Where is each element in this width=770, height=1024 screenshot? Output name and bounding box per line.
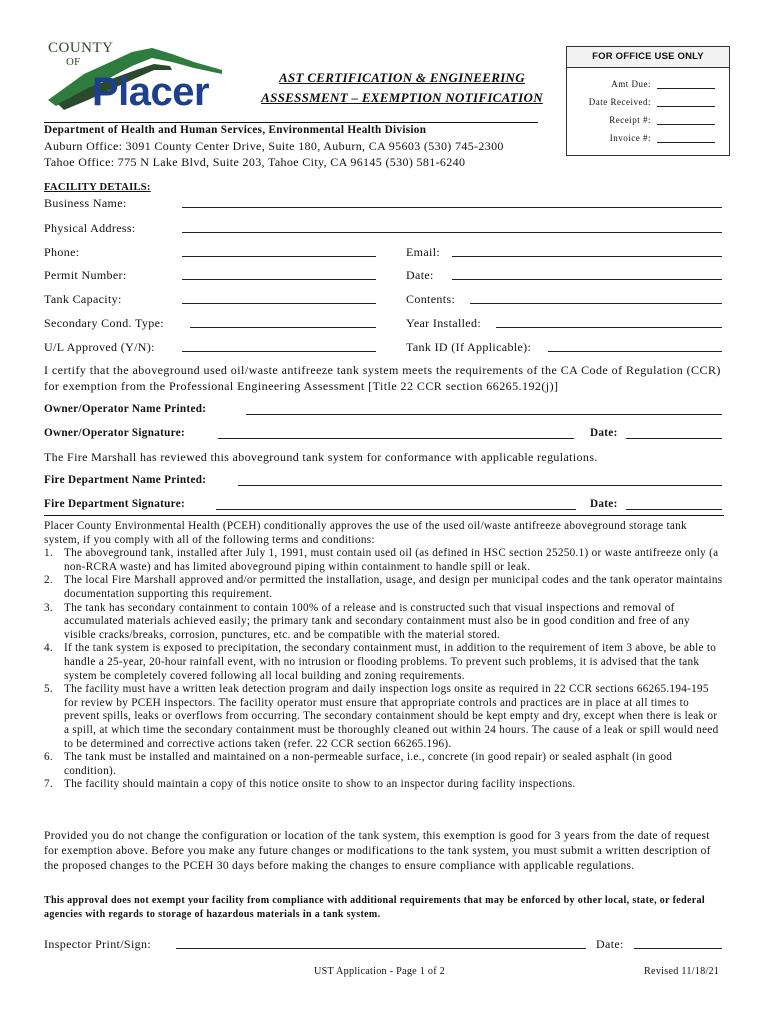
ul-approved-label: U/L Approved (Y/N):	[44, 340, 155, 354]
conditions-block	[44, 520, 724, 792]
fire-signature-field[interactable]	[216, 509, 576, 510]
phone-field[interactable]	[182, 256, 376, 257]
condition-item: 3. The tank has secondary containment to contain 100% of a release and is constructed such that visual inspections and removal of accumulated materials achieved easily; the primary tank and secondary containment must also be in good condition and free of any visible cracks/breaks, corrosion, punctures, etc. and be compatible with the material stored.	[44, 601, 690, 641]
tahoe-office: Tahoe Office: 775 N Lake Blvd, Suite 203, Tahoe City, CA 96145 (530) 581-6240	[44, 155, 466, 169]
inspector-date-label: Date:	[596, 937, 624, 951]
county-logo	[44, 40, 228, 115]
email-field[interactable]	[452, 256, 722, 257]
office-field-date-received[interactable]: Date Received:	[589, 97, 715, 107]
department-name: Department of Health and Human Services, Environmental Health Division	[44, 124, 427, 136]
tank-capacity-label: Tank Capacity:	[44, 292, 122, 306]
year-installed-label: Year Installed:	[406, 316, 482, 330]
facility-details-heading: FACILITY DETAILS:	[44, 182, 151, 193]
date-label: Date:	[406, 268, 434, 282]
tank-capacity-field[interactable]	[182, 303, 376, 304]
permit-number-label: Permit Number:	[44, 268, 127, 282]
permit-number-field[interactable]	[182, 279, 376, 280]
conditions-rule	[44, 515, 724, 516]
title-line-1: AST CERTIFICATION & ENGINEERING	[279, 70, 525, 85]
owner-name-label: Owner/Operator Name Printed:	[44, 403, 207, 415]
fire-name-label: Fire Department Name Printed:	[44, 474, 207, 486]
condition-item: 6. The tank must be installed and maintained on a non-permeable surface, i.e., concrete (in good repair) or sealed asphalt (in good condition).	[44, 751, 673, 777]
office-use-box	[566, 46, 730, 156]
business-name-label: Business Name:	[44, 196, 127, 210]
year-installed-field[interactable]	[496, 327, 722, 328]
inspector-date-field[interactable]	[634, 948, 722, 949]
condition-item: 2. The local Fire Marshall approved and/or permitted the installation, usage, and design per municipal codes and the tank operator maintains documentation supporting this requirement.	[44, 574, 723, 600]
contents-field[interactable]	[470, 303, 722, 304]
business-name-field[interactable]	[182, 207, 722, 208]
condition-item: 7. The facility should maintain a copy of this notice onsite to show to an inspector during facility inspections.	[44, 778, 576, 791]
conditions-list	[44, 547, 724, 792]
owner-date-label: Date:	[590, 427, 618, 439]
fire-name-field[interactable]	[238, 485, 722, 486]
conditions-intro: Placer County Environmental Health (PCEH) conditionally approves the use of the used oil/waste antifreeze aboveground storage tank system, if you comply with all of the following terms and conditions:	[44, 520, 687, 546]
secondary-cond-field[interactable]	[190, 327, 376, 328]
owner-signature-field[interactable]	[218, 438, 574, 439]
tank-id-label: Tank ID (If Applicable):	[406, 340, 532, 354]
approval-notice: This approval does not exempt your facility from compliance with additional requirements that may be enforced by other local, state, or federal agencies with regards to storage of hazardous materials in a tank system.	[44, 895, 706, 920]
logo-of-text: OF	[66, 56, 81, 68]
office-field-amt-due[interactable]: Amt Due:	[611, 79, 715, 89]
office-use-heading: FOR OFFICE USE ONLY	[567, 47, 729, 68]
logo-placer-text: Placer	[92, 70, 210, 114]
form-title	[246, 68, 558, 108]
ul-approved-field[interactable]	[182, 351, 376, 352]
fire-marshall-statement: The Fire Marshall has reviewed this aboveground tank system for conformance with applicable regulations.	[44, 450, 598, 464]
certification-statement: I certify that the aboveground used oil/waste antifreeze tank system meets the requirements of the CA Code of Regulation (CCR) for exemption from the Professional Engineering Assessment [Title 22 CCR section 66265.192(j)]	[44, 363, 721, 393]
office-field-invoice[interactable]: Invoice #:	[610, 133, 715, 143]
inspector-sign-field[interactable]	[176, 948, 586, 949]
phone-label: Phone:	[44, 245, 80, 259]
physical-address-label: Physical Address:	[44, 221, 136, 235]
owner-name-field[interactable]	[246, 414, 722, 415]
page-footer: UST Application - Page 1 of 2	[314, 966, 445, 977]
condition-item: 4. If the tank system is exposed to precipitation, the secondary containment must, in addition to the requirement of item 3 above, be able to handle a 25-year, 20-hour rainfall event, with no intrusion or flooding problems. To prevent such problems, it is advised that the tank system be completely covered following all local building and zoning requirements.	[44, 642, 717, 682]
title-line-2: ASSESSMENT – EXEMPTION NOTIFICATION	[261, 90, 543, 105]
tank-id-field[interactable]	[548, 351, 722, 352]
header-rule	[44, 122, 538, 123]
contents-label: Contents:	[406, 292, 456, 306]
revised-date: Revised 11/18/21	[644, 966, 720, 977]
email-label: Email:	[406, 245, 441, 259]
office-field-receipt[interactable]: Receipt #:	[609, 115, 715, 125]
physical-address-field[interactable]	[182, 232, 722, 233]
fire-date-field[interactable]	[626, 509, 722, 510]
condition-item: 1. The aboveground tank, installed after July 1, 1991, must contain used oil (as defined in HSC section 25250.1) or waste antifreeze only (a non-RCRA waste) and has limited aboveground piping within containment to handle spill or leak.	[44, 547, 719, 573]
owner-signature-label: Owner/Operator Signature:	[44, 427, 186, 439]
date-field[interactable]	[452, 279, 722, 280]
provided-paragraph: Provided you do not change the configuration or location of the tank system, this exemption is good for 3 years from the date of request for exemption above. Before you make any future changes or modifications to the tank system, you must submit a written description of the proposed changes to the PCEH 30 days before making the changes to ensure compliance with applicable regulations.	[44, 830, 711, 872]
inspector-label: Inspector Print/Sign:	[44, 937, 152, 951]
condition-item: 5. The facility must have a written leak detection program and daily inspection logs onsite as required in 22 CCR sections 66265.194-195 for review by PCEH inspectors. The facility operator must ensure that appropriate controls and practices are in place at all times to prevent spills, leaks or overflows from occurring. The secondary containment should be kept empty and dry, except when there is leak or a spill, at which time the secondary containment must be thoroughly cleaned out within 24 hours. The cause of a leak or spill would need to be determined and corrective actions taken (refer. 22 CCR section 66265.196).	[44, 683, 719, 750]
owner-date-field[interactable]	[626, 438, 722, 439]
secondary-cond-label: Secondary Cond. Type:	[44, 316, 164, 330]
logo-county-text: COUNTY	[48, 40, 114, 56]
fire-signature-label: Fire Department Signature:	[44, 498, 185, 510]
auburn-office: Auburn Office: 3091 County Center Drive, Suite 180, Auburn, CA 95603 (530) 745-2300	[44, 139, 504, 153]
fire-date-label: Date:	[590, 498, 618, 510]
